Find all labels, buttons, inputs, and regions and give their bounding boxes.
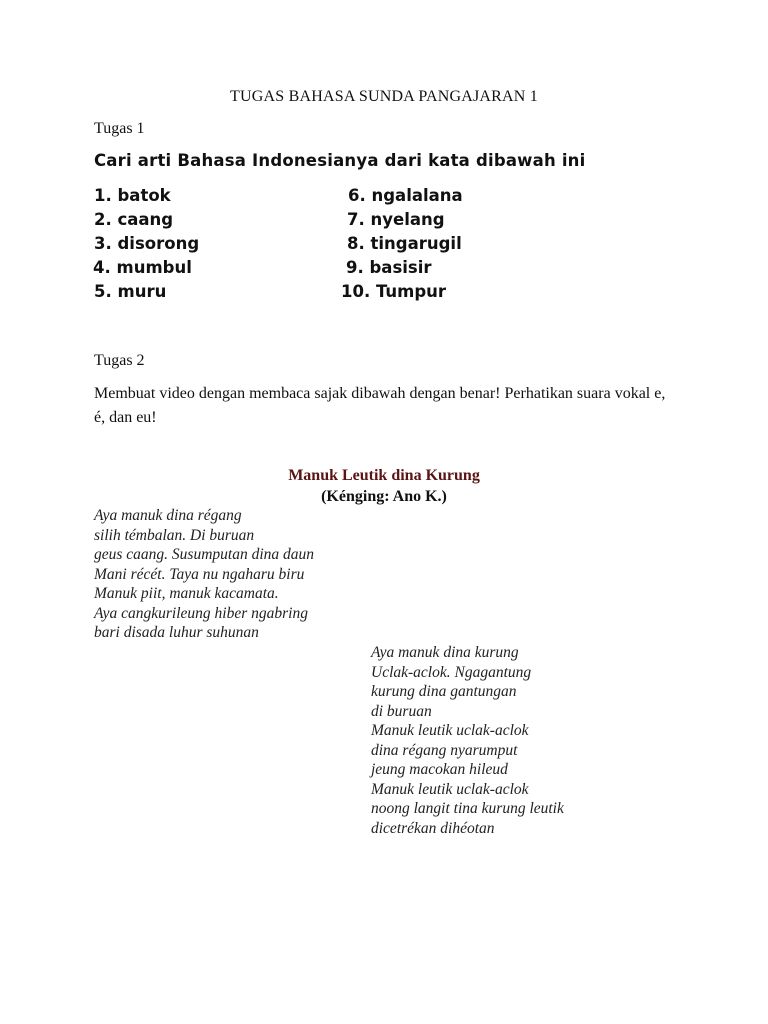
poem-title: Manuk Leutik dina Kurung [288,467,480,484]
poem-line: Manuk piit, manuk kacamata. [94,585,279,602]
poem-line: Mani récét. Taya nu ngaharu biru [94,565,305,583]
vocab-number: 5. [94,282,112,301]
vocab-item [341,282,446,302]
task-2-instruction: Membuat video dengan membaca sajak dibawah dengan benar! Perhatikan suara vokal e, é, dan eu! [94,385,666,426]
vocab-item [347,210,445,230]
document-title: TUGAS BAHASA SUNDA PANGAJARAN 1 [230,88,538,105]
vocab-word: mumbul [116,258,192,277]
vocab-item [94,282,166,302]
vocab-number: 3. [94,234,112,253]
vocab-number: 1. [94,186,112,205]
vocab-item [347,234,462,254]
vocab-word: batok [117,186,171,205]
vocab-item [94,234,199,254]
vocab-item [93,258,192,278]
vocab-number: 7. [347,210,365,229]
vocab-number: 2. [94,210,112,229]
task-2-label: Tugas 2 [94,352,145,369]
vocab-number: 4. [93,258,111,277]
vocab-word: ngalalana [371,186,463,205]
poem-line: Aya manuk dina kurung [371,644,519,661]
poem-line: jeung macokan hileud [371,761,508,778]
vocab-word: disorong [117,234,200,253]
vocab-word: muru [117,282,167,301]
vocab-item [94,210,173,230]
poem-line: silih témbalan. Di buruan [94,526,255,544]
poem-line: kurung dina gantungan [371,683,517,700]
vocab-word: Tumpur [375,282,447,301]
vocab-number: 6. [348,186,366,205]
poem-line: Aya cangkurileung hiber ngabring [94,604,308,622]
task-1-label: Tugas 1 [94,120,145,137]
vocab-word: basisir [369,258,432,277]
vocab-item [346,258,432,278]
poem-line: dina régang nyarumput [371,741,518,759]
poem-stanza-2 [371,643,564,838]
poem-line: Manuk leutik uclak-aclok [371,722,529,739]
poem-line: Uclak-aclok. Ngagantung [371,663,532,681]
poem-line: Manuk leutik uclak-aclok [371,780,529,798]
vocab-word: tingarugil [370,234,462,253]
poem-line: di buruan [371,702,432,720]
poem-line: Aya manuk dina régang [94,507,242,524]
vocab-item [348,186,463,206]
vocab-number: 9. [346,258,364,277]
vocab-number: 10. [341,282,371,301]
vocab-word: caang [117,210,174,229]
poem-author: (Kénging: Ano K.) [321,488,447,505]
vocab-item [94,186,171,206]
vocab-number: 8. [347,234,365,253]
task-1-instruction: Cari arti Bahasa Indonesianya dari kata dibawah ini [94,151,586,170]
poem-line: bari disada luhur suhunan [94,624,259,641]
poem-line: dicetrékan dihéotan [371,819,495,837]
poem-line: noong langit tina kurung leutik [371,800,564,817]
poem-line: geus caang. Susumputan dina daun [94,546,315,563]
poem-stanza-1 [94,506,314,643]
vocab-word: nyelang [370,210,445,229]
